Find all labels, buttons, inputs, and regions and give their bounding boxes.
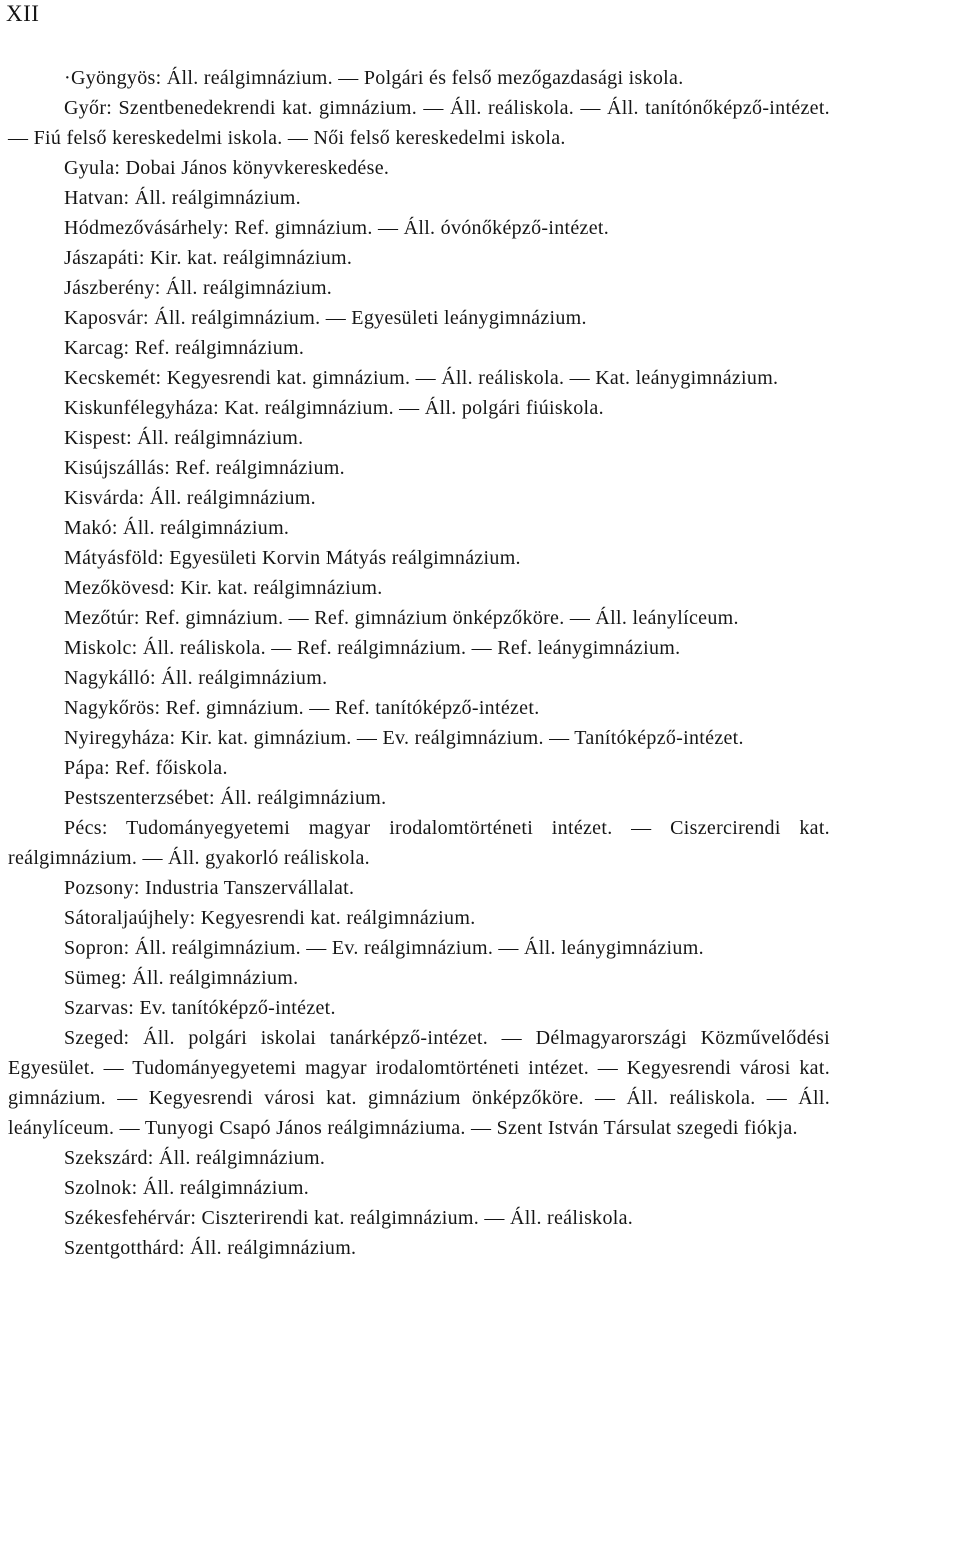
list-item: Pápa: Ref. főiskola. <box>64 757 228 779</box>
list-item: Kecskemét: Kegyesrendi kat. gimnázium. — Áll. reáliskola. — Kat. leánygimnázium. <box>64 367 779 389</box>
entry-list <box>8 63 830 1263</box>
list-item: Szarvas: Ev. tanítóképző-intézet. <box>64 997 336 1019</box>
list-item: Kisújszállás: Ref. reálgimnázium. <box>64 457 345 479</box>
list-item: Jászberény: Áll. reálgimnázium. <box>64 277 333 299</box>
list-item: Gyula: Dobai János könyvkereskedése. <box>64 157 390 179</box>
list-item: Pécs: Tudományegyetemi magyar irodalomtörténeti intézet. — Ciszercirendi kat. reálgimnázium. — Áll. gyakorló reáliskola. <box>8 817 830 869</box>
list-item: Székesfehérvár: Ciszterirendi kat. reálgimnázium. — Áll. reáliskola. <box>64 1207 634 1229</box>
list-item: Nagykálló: Áll. reálgimnázium. <box>64 667 328 689</box>
list-item: Pestszenterzsébet: Áll. reálgimnázium. <box>64 787 387 809</box>
list-item: Sopron: Áll. reálgimnázium. — Ev. reálgimnázium. — Áll. leánygimnázium. <box>64 937 704 959</box>
list-item: Karcag: Ref. reálgimnázium. <box>64 337 305 359</box>
list-item: Makó: Áll. reálgimnázium. <box>64 517 290 539</box>
list-item: Mezőtúr: Ref. gimnázium. — Ref. gimnázium önképzőköre. — Áll. leánylíceum. <box>64 607 739 629</box>
page-number: XII <box>6 1 40 26</box>
list-item: Kispest: Áll. reálgimnázium. <box>64 427 304 449</box>
list-item: Hatvan: Áll. reálgimnázium. <box>64 187 301 209</box>
list-item: Kisvárda: Áll. reálgimnázium. <box>64 487 316 509</box>
list-item: Szentgotthárd: Áll. reálgimnázium. <box>64 1237 357 1259</box>
list-item: Szeged: Áll. polgári iskolai tanárképző-intézet. — Délmagyarországi Közművelődési Egyesület. — Tudományegyetemi magyar irodalomtörténeti intézet. — Kegyesrendi városi kat. gimnázium. — Kegyesrendi városi kat. gimnázium önképzőköre. — Áll. reáliskola. — Áll. leánylíceum. — Tunyogi Csapó János reálgimnáziuma. — Szent István Társulat szegedi fiókja. <box>8 1027 830 1139</box>
list-item: Hódmezővásárhely: Ref. gimnázium. — Áll. óvónőképző-intézet. <box>64 217 610 239</box>
list-item: Mezőkövesd: Kir. kat. reálgimnázium. <box>64 577 383 599</box>
list-item: Nagykőrös: Ref. gimnázium. — Ref. tanítóképző-intézet. <box>64 697 540 719</box>
list-item: Mátyásföld: Egyesületi Korvin Mátyás reálgimnázium. <box>64 547 521 569</box>
list-item: Jászapáti: Kir. kat. reálgimnázium. <box>64 247 353 269</box>
list-item: Győr: Szentbenedekrendi kat. gimnázium. — Áll. reáliskola. — Áll. tanítónőképző-intézet. — Fiú felső kereskedelmi iskola. — Női felső kereskedelmi iskola. <box>8 97 830 149</box>
list-item: Nyiregyháza: Kir. kat. gimnázium. — Ev. reálgimnázium. — Tanítóképző-intézet. <box>64 727 744 749</box>
list-item: Kiskunfélegyháza: Kat. reálgimnázium. — Áll. polgári fiúiskola. <box>64 397 604 419</box>
list-item: Kaposvár: Áll. reálgimnázium. — Egyesületi leánygimnázium. <box>64 307 587 329</box>
list-item: Szolnok: Áll. reálgimnázium. <box>64 1177 310 1199</box>
list-item: Sümeg: Áll. reálgimnázium. <box>64 967 299 989</box>
list-item: Miskolc: Áll. reáliskola. — Ref. reálgimnázium. — Ref. leánygimnázium. <box>64 637 681 659</box>
list-item: Pozsony: Industria Tanszervállalat. <box>64 877 355 899</box>
list-item: Szekszárd: Áll. reálgimnázium. <box>64 1147 326 1169</box>
list-item: ·Gyöngyös: Áll. reálgimnázium. — Polgári és felső mezőgazdasági iskola. <box>64 67 684 89</box>
list-item: Sátoraljaújhely: Kegyesrendi kat. reálgimnázium. <box>64 907 476 929</box>
